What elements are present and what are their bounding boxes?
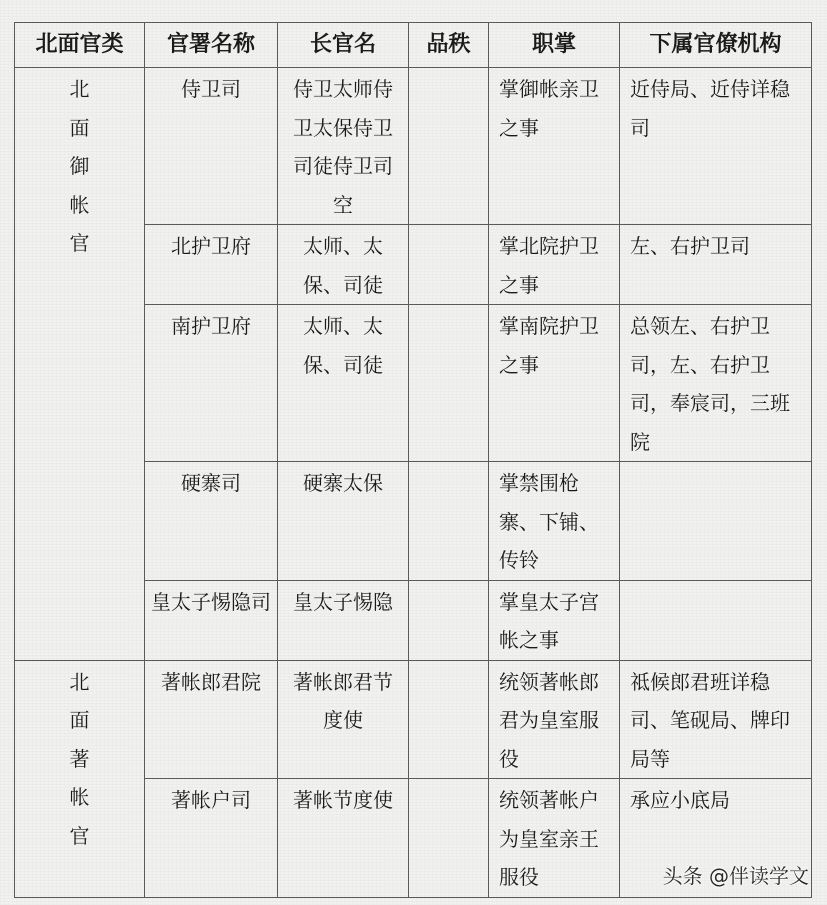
chief-cell: 太师、太保、司徒 <box>278 225 409 305</box>
subordinate-cell: 祗候郎君班详稳司、笔砚局、牌印局等 <box>620 660 812 779</box>
office-cell: 著帐户司 <box>145 779 278 898</box>
office-cell: 硬寨司 <box>145 462 278 581</box>
chief-cell: 硬寨太保 <box>278 462 409 581</box>
category-char: 面 <box>69 708 90 732</box>
office-cell: 南护卫府 <box>145 305 278 462</box>
rank-cell <box>409 580 489 660</box>
duty-cell: 统领著帐郎君为皇室服役 <box>489 660 620 779</box>
category-char: 帐 <box>69 785 90 809</box>
rank-cell <box>409 779 489 898</box>
officials-table <box>14 22 812 898</box>
subordinate-cell <box>620 580 812 660</box>
header-subordinates: 下属官僚机构 <box>620 23 812 68</box>
chief-cell: 著帐郎君节度使 <box>278 660 409 779</box>
rank-cell <box>409 305 489 462</box>
category-char: 著 <box>69 746 90 771</box>
header-category: 北面官类 <box>15 23 145 68</box>
category-char: 面 <box>69 115 90 140</box>
duty-cell: 掌禁围枪寨、下铺、传铃 <box>489 462 620 581</box>
table-row <box>15 68 812 225</box>
header-office: 官署名称 <box>145 23 278 68</box>
duty-cell: 掌御帐亲卫之事 <box>489 68 620 225</box>
rank-cell <box>409 660 489 779</box>
watermark: 头条 @伴读学文 <box>662 864 809 888</box>
office-cell: 皇太子惕隐司 <box>145 580 278 660</box>
office-cell: 著帐郎君院 <box>145 660 278 779</box>
category-char: 御 <box>69 154 90 178</box>
category-cell <box>15 68 145 661</box>
rank-cell <box>409 225 489 305</box>
duty-cell: 掌南院护卫之事 <box>489 305 620 462</box>
duty-cell: 统领著帐户为皇室亲王服役 <box>489 779 620 898</box>
header-chief: 长官名 <box>278 23 409 68</box>
rank-cell <box>409 68 489 225</box>
table-row <box>15 660 812 779</box>
category-char: 北 <box>69 77 90 101</box>
subordinate-cell: 承应小底局 <box>620 779 812 898</box>
chief-cell: 皇太子惕隐 <box>278 580 409 660</box>
rank-cell <box>409 462 489 581</box>
chief-cell: 著帐节度使 <box>278 779 409 898</box>
category-char: 帐 <box>69 192 90 217</box>
header-duty: 职掌 <box>489 23 620 68</box>
office-cell: 北护卫府 <box>145 225 278 305</box>
category-char: 北 <box>69 669 90 694</box>
duty-cell: 掌皇太子宫帐之事 <box>489 580 620 660</box>
subordinate-cell <box>620 462 812 581</box>
subordinate-cell: 总领左、右护卫司，左、右护卫司，奉宸司，三班院 <box>620 305 812 462</box>
category-cell <box>15 660 145 897</box>
subordinate-cell: 左、右护卫司 <box>620 225 812 305</box>
table-header-row <box>15 23 812 68</box>
category-char: 官 <box>69 231 90 255</box>
header-rank: 品秩 <box>409 23 489 68</box>
office-cell: 侍卫司 <box>145 68 278 225</box>
subordinate-cell: 近侍局、近侍详稳司 <box>620 68 812 225</box>
category-char: 官 <box>69 823 90 848</box>
chief-cell: 太师、太保、司徒 <box>278 305 409 462</box>
chief-cell: 侍卫太师侍卫太保侍卫司徒侍卫司空 <box>278 68 409 225</box>
duty-cell: 掌北院护卫之事 <box>489 225 620 305</box>
